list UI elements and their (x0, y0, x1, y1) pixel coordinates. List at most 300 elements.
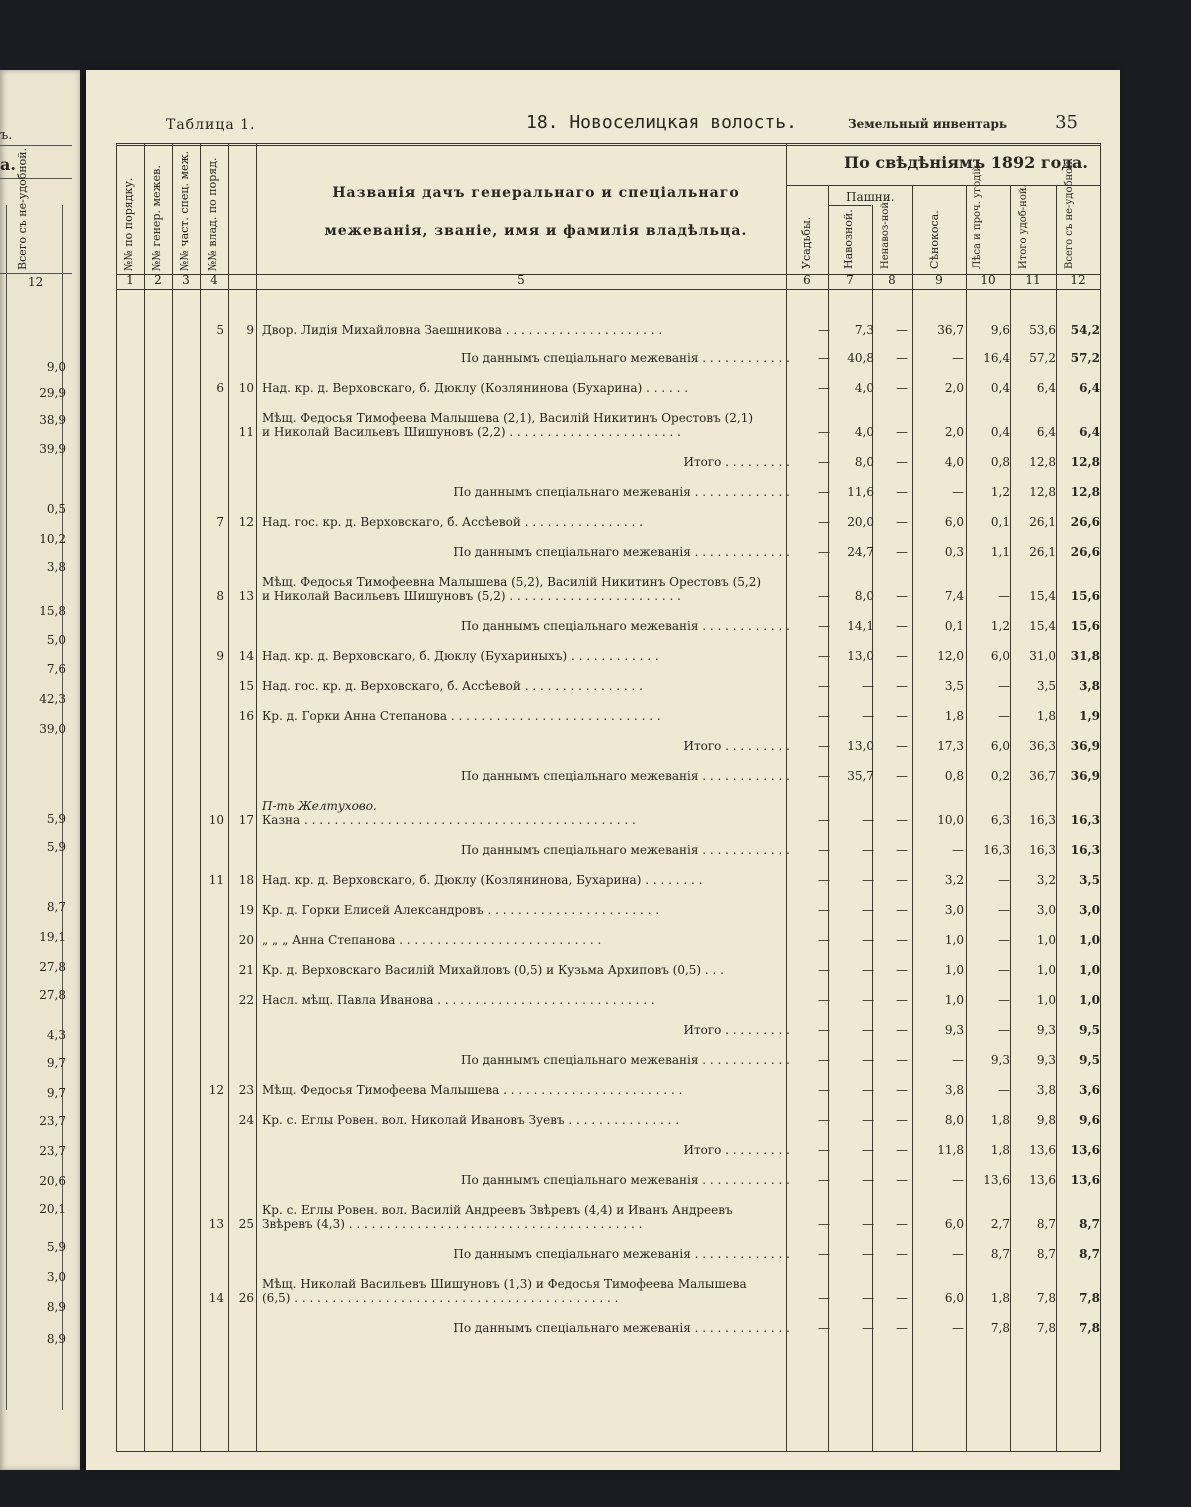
cell-name: Мѣщ. Федосья Тимофеева Малышева . . . . . . . . . . . . . . . . . . . . . . . . (262, 1083, 683, 1097)
inventory-label: Земельный инвентарь (848, 117, 1008, 131)
cell-v9: — (952, 843, 964, 857)
cell-v10: 9,6 (990, 323, 1010, 337)
cell-name: Кр. с. Еглы Ровен. вол. Николай Ивановъ Зуевъ . . . . . . . . . . . . . . . (262, 1113, 680, 1127)
cell-v8: — (896, 1083, 908, 1097)
left-value: 9,7 (46, 1086, 66, 1100)
cell-v7: — (862, 1173, 874, 1187)
cell-v6: — (818, 589, 830, 603)
cell-v11: 26,1 (1029, 545, 1056, 559)
cell-v10: 6,0 (990, 649, 1010, 663)
cell-v12: 9,5 (1079, 1053, 1100, 1067)
cell-v6: — (818, 649, 830, 663)
left-value: 3,8 (46, 560, 66, 574)
left-value: 23,7 (39, 1114, 66, 1128)
cell-v12: 8,7 (1079, 1217, 1100, 1231)
cell-v8: — (896, 649, 908, 663)
names-title-1: Названія дачъ генеральнаго и спеціальнаго (332, 185, 740, 201)
cell-name: По даннымъ спеціальнаго межеванія . . . . . . . . . . . . (461, 843, 790, 857)
cell-v9: — (952, 1321, 964, 1335)
c8-header: Ненавоз-ной. (880, 198, 891, 269)
left-value: 29,9 (39, 386, 66, 400)
cell-v11: 1,0 (1036, 933, 1056, 947)
left-col-num: 12 (28, 275, 44, 289)
cell-v11: 3,2 (1036, 873, 1056, 887)
cell-v10: 1,2 (990, 619, 1010, 633)
col4-header: №№ влад. по поряд. (206, 157, 219, 271)
cell-v9: 1,0 (944, 993, 964, 1007)
cell-v7: — (862, 963, 874, 977)
cell-c3: 11 (208, 873, 224, 887)
colnum-7: 7 (846, 273, 854, 287)
cell-v10: — (998, 679, 1010, 693)
left-value: 8,9 (46, 1332, 66, 1346)
page-title: 18. Новоселицкая волость. (526, 112, 797, 133)
left-header-fragment: ъ. (0, 128, 13, 143)
cell-c4: 16 (238, 709, 254, 723)
cell-v6: — (818, 351, 830, 365)
cell-v11: 8,7 (1036, 1217, 1056, 1231)
cell-v8: — (896, 545, 908, 559)
cell-v6: — (818, 843, 830, 857)
cell-v9: 3,0 (944, 903, 964, 917)
cell-v9: 7,4 (944, 589, 964, 603)
cell-v7: 24,7 (847, 545, 874, 559)
left-value: 38,9 (39, 413, 66, 427)
left-value: 42,3 (39, 692, 66, 706)
cell-c3: 13 (208, 1217, 224, 1231)
cell-c4: 18 (238, 873, 254, 887)
cell-v12: 26,6 (1070, 515, 1100, 529)
cell-v10: — (998, 1023, 1010, 1037)
cell-v9: 3,2 (944, 873, 964, 887)
cell-v10: 16,4 (983, 351, 1010, 365)
cell-v11: 6,4 (1036, 381, 1056, 395)
cell-v10: 8,7 (990, 1247, 1010, 1261)
cell-v8: — (896, 619, 908, 633)
cell-v9: 9,3 (944, 1023, 964, 1037)
cell-v11: 1,0 (1036, 963, 1056, 977)
cell-c3: 10 (208, 813, 224, 827)
cell-v8: — (896, 351, 908, 365)
cell-c3: 9 (216, 649, 224, 663)
cell-v9: 8,0 (944, 1113, 964, 1127)
pashni-header: Пашни. (846, 190, 895, 204)
cell-v7: — (862, 1321, 874, 1335)
cell-v10: 0,8 (990, 455, 1010, 469)
data-table (116, 143, 1101, 1453)
cell-v7: — (862, 1247, 874, 1261)
cell-v8: — (896, 993, 908, 1007)
cell-v9: 3,5 (944, 679, 964, 693)
cell-name: Кр. с. Еглы Ровен. вол. Василій Андреевъ Звѣревъ (4,4) и Иванъ Андреевъ (262, 1203, 733, 1217)
left-value: 15,8 (39, 604, 66, 618)
left-value: 5,9 (46, 840, 66, 854)
cell-v9: 0,3 (944, 545, 964, 559)
cell-name: Насл. мѣщ. Павла Иванова . . . . . . . . . . . . . . . . . . . . . . . . . . . . . (262, 993, 655, 1007)
cell-v7: — (862, 709, 874, 723)
cell-v12: 57,2 (1070, 351, 1100, 365)
cell-v6: — (818, 679, 830, 693)
cell-v12: 3,5 (1079, 873, 1100, 887)
cell-v8: — (896, 381, 908, 395)
cell-name: Итого . . . . . . . . . (683, 1143, 790, 1157)
cell-v12: 26,6 (1070, 545, 1100, 559)
left-value: 39,0 (39, 722, 66, 736)
cell-c4: 13 (238, 589, 254, 603)
colnum-4: 4 (210, 273, 218, 287)
cell-v9: — (952, 1053, 964, 1067)
cell-v8: — (896, 933, 908, 947)
cell-v6: — (818, 709, 830, 723)
cell-v6: — (818, 455, 830, 469)
cell-v8: — (896, 1023, 908, 1037)
cell-name: Итого . . . . . . . . . (683, 455, 790, 469)
cell-v8: — (896, 739, 908, 753)
cell-c3: 5 (216, 323, 224, 337)
cell-v7: 35,7 (847, 769, 874, 783)
cell-v10: — (998, 1083, 1010, 1097)
colnum-3: 3 (182, 273, 190, 287)
left-value: 10,2 (39, 532, 66, 546)
cell-v9: 1,8 (944, 709, 964, 723)
cell-v8: — (896, 813, 908, 827)
cell-v9: 2,0 (944, 425, 964, 439)
cell-v12: 7,8 (1079, 1321, 1100, 1335)
cell-v8: — (896, 589, 908, 603)
cell-v7: 4,0 (854, 425, 874, 439)
cell-c3: 6 (216, 381, 224, 395)
cell-v7: 8,0 (854, 589, 874, 603)
cell-v6: — (818, 813, 830, 827)
cell-v7: 13,0 (847, 739, 874, 753)
cell-v8: — (896, 679, 908, 693)
cell-v7: — (862, 1083, 874, 1097)
cell-v12: 6,4 (1079, 425, 1100, 439)
cell-v8: — (896, 963, 908, 977)
cell-v9: 6,0 (944, 1291, 964, 1305)
cell-v9: 36,7 (937, 323, 964, 337)
cell-v10: — (998, 589, 1010, 603)
c7-header: Навозной. (842, 209, 855, 269)
cell-v10: 1,2 (990, 485, 1010, 499)
left-value: 9,0 (46, 360, 66, 374)
cell-v8: — (896, 1143, 908, 1157)
cell-v9: 0,1 (944, 619, 964, 633)
cell-v7: — (862, 679, 874, 693)
cell-v9: — (952, 1173, 964, 1187)
cell-name: По даннымъ спеціальнаго межеванія . . . . . . . . . . . . (461, 1173, 790, 1187)
cell-name: Кр. д. Горки Елисей Александровъ . . . . . . . . . . . . . . . . . . . . . . . (262, 903, 660, 917)
left-value: 27,8 (39, 960, 66, 974)
cell-v10: 1,8 (990, 1113, 1010, 1127)
cell-v11: 3,5 (1036, 679, 1056, 693)
cell-v7: 14,1 (847, 619, 874, 633)
cell-v6: — (818, 993, 830, 1007)
cell-v10: — (998, 933, 1010, 947)
cell-v9: 1,0 (944, 963, 964, 977)
colnum-6: 6 (803, 273, 811, 287)
cell-v6: — (818, 381, 830, 395)
cell-v8: — (896, 1113, 908, 1127)
cell-c3: 12 (208, 1083, 224, 1097)
cell-v8: — (896, 873, 908, 887)
c11-header: Итого удоб-ной. (1018, 184, 1029, 269)
cell-v8: — (896, 1217, 908, 1231)
cell-v6: — (818, 1173, 830, 1187)
cell-name: Мѣщ. Федосья Тимофеева Малышева (2,1), Василій Никитинъ Орестовъ (2,1) (262, 411, 754, 425)
cell-v10: 16,3 (983, 843, 1010, 857)
left-col-label: Всего съ не-удобной. (16, 147, 29, 270)
cell-v8: — (896, 323, 908, 337)
cell-v11: 7,8 (1036, 1291, 1056, 1305)
cell-v11: 9,8 (1036, 1113, 1056, 1127)
cell-v11: 26,1 (1029, 515, 1056, 529)
cell-name2: Звѣревъ (4,3) . . . . . . . . . . . . . . . . . . . . . . . . . . . . . . . . . . . . . . . (262, 1217, 643, 1231)
cell-v8: — (896, 769, 908, 783)
cell-c4: 26 (238, 1291, 254, 1305)
cell-v10: 7,8 (990, 1321, 1010, 1335)
cell-v10: 0,4 (990, 425, 1010, 439)
left-value: 23,7 (39, 1144, 66, 1158)
cell-v12: 13,6 (1070, 1143, 1100, 1157)
cell-v11: 13,6 (1029, 1173, 1056, 1187)
cell-v12: 6,4 (1079, 381, 1100, 395)
cell-v10: 1,8 (990, 1143, 1010, 1157)
cell-v7: — (862, 873, 874, 887)
cell-v6: — (818, 933, 830, 947)
cell-v7: — (862, 903, 874, 917)
cell-v6: — (818, 1291, 830, 1305)
cell-v9: — (952, 485, 964, 499)
cell-v10: 2,7 (990, 1217, 1010, 1231)
cell-v12: 1,0 (1079, 963, 1100, 977)
cell-v6: — (818, 545, 830, 559)
colnum-1: 1 (126, 273, 134, 287)
cell-v7: 11,6 (847, 485, 874, 499)
cell-v6: — (818, 323, 830, 337)
cell-v7: 4,0 (854, 381, 874, 395)
page-number: 35 (1055, 112, 1078, 133)
cell-name: По даннымъ спеціальнаго межеванія . . . . . . . . . . . . . (453, 1321, 790, 1335)
cell-c3: 7 (216, 515, 224, 529)
cell-v12: 16,3 (1070, 813, 1100, 827)
cell-v10: 6,3 (990, 813, 1010, 827)
cell-v6: — (818, 1113, 830, 1127)
cell-name: П-ть Желтухово. (262, 799, 377, 813)
cell-v6: — (818, 873, 830, 887)
cell-v6: — (818, 769, 830, 783)
cell-name: Над. кр. д. Верховскаго, б. Дюклу (Козлянинова (Бухарина) . . . . . . (262, 381, 689, 395)
cell-v10: — (998, 903, 1010, 917)
cell-v11: 9,3 (1036, 1023, 1056, 1037)
cell-v10: 1,1 (990, 545, 1010, 559)
cell-v8: — (896, 1173, 908, 1187)
c10-header: Лѣса и проч. угодій. (972, 161, 983, 269)
cell-v6: — (818, 619, 830, 633)
cell-v9: 6,0 (944, 515, 964, 529)
cell-v11: 15,4 (1029, 589, 1056, 603)
left-value: 39,9 (39, 442, 66, 456)
cell-v11: 13,6 (1029, 1143, 1056, 1157)
cell-name: Итого . . . . . . . . . (683, 1023, 790, 1037)
cell-v9: 3,8 (944, 1083, 964, 1097)
cell-name: Над. кр. д. Верховскаго, б. Дюклу (Козлянинова, Бухарина) . . . . . . . . (262, 873, 703, 887)
cell-v7: — (862, 1023, 874, 1037)
cell-v7: — (862, 993, 874, 1007)
cell-name: Над. гос. кр. д. Верховскаго, б. Ассѣевой . . . . . . . . . . . . . . . . (262, 515, 643, 529)
cell-v12: 36,9 (1070, 739, 1100, 753)
cell-c4: 20 (238, 933, 254, 947)
cell-v11: 9,3 (1036, 1053, 1056, 1067)
c9-header: Сѣнокоса. (928, 210, 941, 269)
cell-v11: 6,4 (1036, 425, 1056, 439)
cell-v10: 6,0 (990, 739, 1010, 753)
cell-name2: (6,5) . . . . . . . . . . . . . . . . . . . . . . . . . . . . . . . . . . . . . . . . . . . (262, 1291, 619, 1305)
cell-v12: 31,8 (1070, 649, 1100, 663)
cell-v9: 4,0 (944, 455, 964, 469)
left-page-fragment (0, 70, 80, 1470)
cell-v11: 36,7 (1029, 769, 1056, 783)
cell-v12: 15,6 (1070, 589, 1100, 603)
cell-c4: 23 (238, 1083, 254, 1097)
cell-c4: 11 (238, 425, 254, 439)
left-value: 4,3 (46, 1028, 66, 1042)
cell-name: По даннымъ спеціальнаго межеванія . . . . . . . . . . . . (461, 1053, 790, 1067)
cell-v12: 9,6 (1079, 1113, 1100, 1127)
cell-v10: 1,8 (990, 1291, 1010, 1305)
colnum-11: 11 (1025, 273, 1041, 287)
cell-v8: — (896, 1321, 908, 1335)
cell-v12: 3,0 (1079, 903, 1100, 917)
cell-v12: 13,6 (1070, 1173, 1100, 1187)
cell-v7: — (862, 813, 874, 827)
colnum-8: 8 (888, 273, 896, 287)
left-value: 19,1 (39, 930, 66, 944)
cell-v6: — (818, 739, 830, 753)
cell-v12: 16,3 (1070, 843, 1100, 857)
cell-v7: — (862, 1143, 874, 1157)
table-label: Таблица 1. (166, 117, 256, 133)
cell-v11: 1,0 (1036, 993, 1056, 1007)
c6-header: Усадьбы. (800, 216, 813, 269)
cell-c4: 12 (238, 515, 254, 529)
left-value: 5,9 (46, 1240, 66, 1254)
left-value: 8,7 (46, 900, 66, 914)
cell-v12: 36,9 (1070, 769, 1100, 783)
cell-c4: 17 (238, 813, 254, 827)
cell-c4: 15 (238, 679, 254, 693)
cell-v7: — (862, 1291, 874, 1305)
cell-v12: 8,7 (1079, 1247, 1100, 1261)
cell-name: По даннымъ спеціальнаго межеванія . . . . . . . . . . . . . (453, 545, 790, 559)
cell-name: Кр. д. Верховскаго Василій Михайловъ (0,5) и Кузьма Архиповъ (0,5) . . . (262, 963, 724, 977)
cell-c4: 19 (238, 903, 254, 917)
cell-name: Итого . . . . . . . . . (683, 739, 790, 753)
left-header-fragment-2: а. (0, 155, 16, 174)
left-value: 27,8 (39, 988, 66, 1002)
cell-v9: 0,8 (944, 769, 964, 783)
left-value: 0,5 (46, 502, 66, 516)
cell-v9: 2,0 (944, 381, 964, 395)
cell-v6: — (818, 1023, 830, 1037)
colnum-2: 2 (154, 273, 162, 287)
cell-v12: 3,6 (1079, 1083, 1100, 1097)
left-value: 20,6 (39, 1174, 66, 1188)
colnum-12: 12 (1070, 273, 1086, 287)
colnum-5: 5 (517, 273, 525, 287)
cell-v12: 1,0 (1079, 993, 1100, 1007)
cell-name: По даннымъ спеціальнаго межеванія . . . . . . . . . . . . (461, 769, 790, 783)
cell-name: По даннымъ спеціальнаго межеванія . . . . . . . . . . . . (461, 619, 790, 633)
cell-v8: — (896, 1291, 908, 1305)
left-value: 3,0 (46, 1270, 66, 1284)
cell-v11: 53,6 (1029, 323, 1056, 337)
cell-v6: — (818, 903, 830, 917)
cell-c4: 24 (238, 1113, 254, 1127)
cell-v11: 7,8 (1036, 1321, 1056, 1335)
cell-v11: 12,8 (1029, 485, 1056, 499)
cell-name: Кр. д. Горки Анна Степанова . . . . . . . . . . . . . . . . . . . . . . . . . . . . (262, 709, 661, 723)
cell-c4: 21 (238, 963, 254, 977)
cell-name: По даннымъ спеціальнаго межеванія . . . . . . . . . . . . . (453, 485, 790, 499)
cell-c4: 14 (238, 649, 254, 663)
cell-v11: 15,4 (1029, 619, 1056, 633)
cell-name: Мѣщ. Федосья Тимофеевна Малышева (5,2), Василій Никитинъ Орестовъ (5,2) (262, 575, 762, 589)
names-title-2: межеванія, званіе, имя и фамилія владѣльца. (324, 223, 748, 239)
col2-header: №№ генер. межев. (150, 165, 163, 271)
cell-name2: и Николай Васильевъ Шишуновъ (2,2) . . . . . . . . . . . . . . . . . . . . . . . (262, 425, 681, 439)
cell-v11: 57,2 (1029, 351, 1056, 365)
cell-v11: 1,8 (1036, 709, 1056, 723)
cell-v10: — (998, 993, 1010, 1007)
cell-v11: 3,8 (1036, 1083, 1056, 1097)
cell-v8: — (896, 903, 908, 917)
cell-c3: 14 (208, 1291, 224, 1305)
cell-v7: 40,8 (847, 351, 874, 365)
col3-header: №№ част. спец. меж. (178, 150, 191, 271)
cell-v8: — (896, 425, 908, 439)
cell-v10: — (998, 873, 1010, 887)
c12-header: Всего съ не-удобной. (1064, 157, 1075, 269)
cell-name: По даннымъ спеціальнаго межеванія . . . . . . . . . . . . (461, 351, 790, 365)
cell-v6: — (818, 1143, 830, 1157)
cell-v12: 12,8 (1070, 455, 1100, 469)
cell-c4: 22 (238, 993, 254, 1007)
cell-v7: 7,3 (854, 323, 874, 337)
cell-v9: 17,3 (937, 739, 964, 753)
cell-v8: — (896, 485, 908, 499)
right-page (86, 70, 1120, 1470)
cell-v7: — (862, 1113, 874, 1127)
cell-name: „ „ „ Анна Степанова . . . . . . . . . . . . . . . . . . . . . . . . . . . (262, 933, 602, 947)
cell-v10: — (998, 963, 1010, 977)
cell-name: Двор. Лидія Михайловна Заешникова . . . . . . . . . . . . . . . . . . . . . (262, 323, 663, 337)
cell-v8: — (896, 455, 908, 469)
colnum-10: 10 (980, 273, 996, 287)
cell-name2: и Николай Васильевъ Шишуновъ (5,2) . . . . . . . . . . . . . . . . . . . . . . . (262, 589, 681, 603)
cell-name: Над. гос. кр. д. Верховскаго, б. Ассѣевой . . . . . . . . . . . . . . . . (262, 679, 643, 693)
cell-v9: 1,0 (944, 933, 964, 947)
cell-v12: 1,9 (1079, 709, 1100, 723)
cell-v10: 0,4 (990, 381, 1010, 395)
cell-v10: 0,2 (990, 769, 1010, 783)
cell-v11: 16,3 (1029, 843, 1056, 857)
cell-v10: — (998, 709, 1010, 723)
page-header (116, 112, 1090, 134)
cell-v10: 13,6 (983, 1173, 1010, 1187)
cell-v9: 6,0 (944, 1217, 964, 1231)
cell-c4: 10 (238, 381, 254, 395)
